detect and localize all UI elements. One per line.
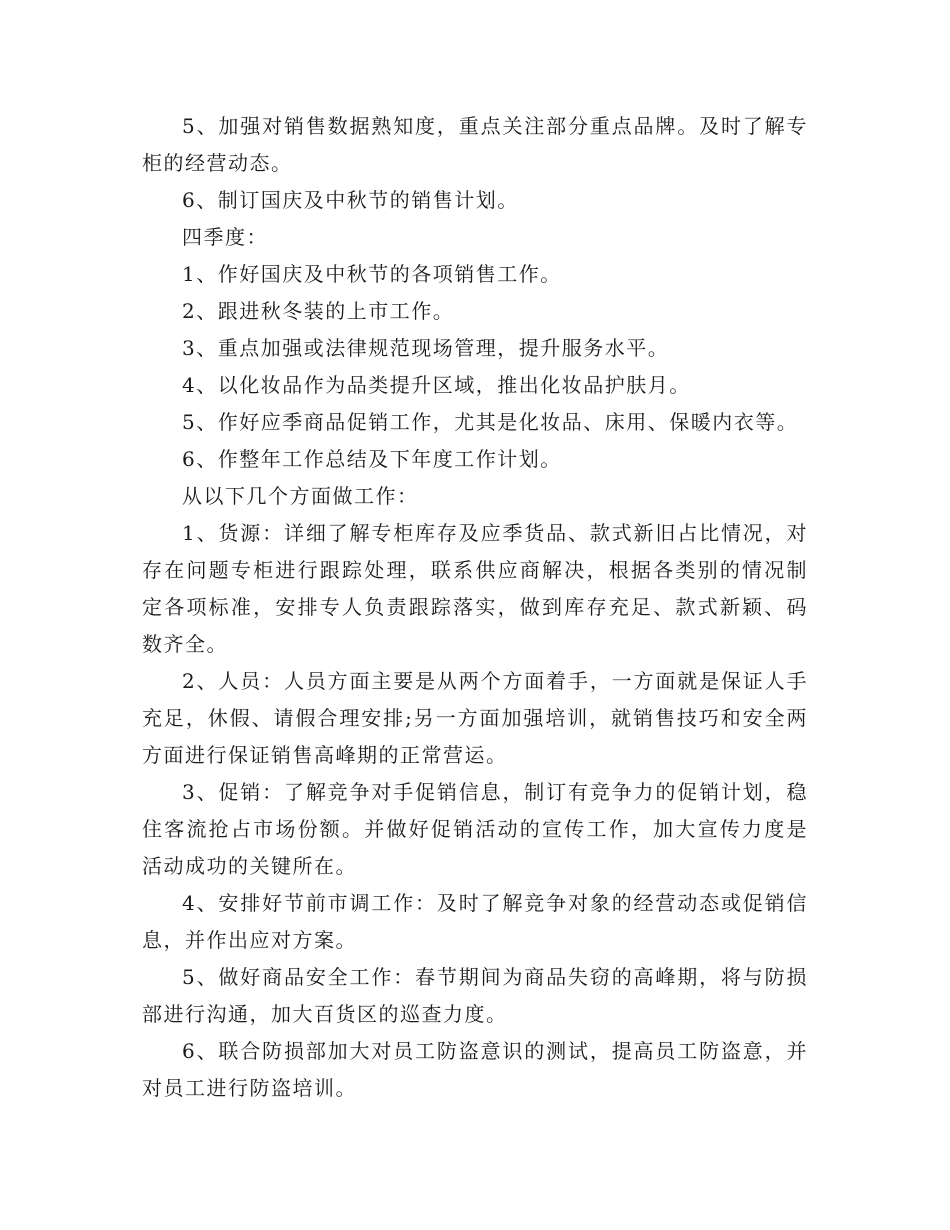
paragraph-personnel: 2、人员：人员方面主要是从两个方面着手，一方面就是保证人手充足，休假、请假合理安排;另一方面加强培训，就销售技巧和安全两方面进行保证销售高峰期的正常营运。 — [142, 669, 808, 767]
paragraph-goods-security: 5、做好商品安全工作：春节期间为商品失窃的高峰期，将与防损部进行沟通，加大百货区的巡查力度。 — [142, 965, 808, 1026]
paragraph-q4-item-3: 3、重点加强或法律规范现场管理，提升服务水平。 — [182, 336, 670, 360]
paragraph-promotion: 3、促销：了解竞争对手促销信息，制订有竞争力的促销计划，稳住客流抢占市场份额。并做好促销活动的宣传工作，加大宣传力度是活动成功的关键所在。 — [142, 780, 808, 878]
paragraph-q4-item-6: 6、作整年工作总结及下年度工作计划。 — [182, 447, 562, 471]
paragraph-market-survey: 4、安排好节前市调工作：及时了解竞争对象的经营动态或促销信息，并作出应对方案。 — [142, 891, 808, 952]
section-heading-q4: 四季度： — [182, 225, 268, 249]
paragraph-holiday-sales-plan: 6、制订国庆及中秋节的销售计划。 — [182, 188, 519, 212]
paragraph-sales-data-familiarity: 5、加强对销售数据熟知度，重点关注部分重点品牌。及时了解专柜的经营动态。 — [142, 114, 808, 175]
paragraph-theft-prevention-training: 6、联合防损部加大对员工防盗意识的测试，提高员工防盗意，并对员工进行防盗培训。 — [142, 1039, 808, 1100]
section-heading-work-aspects: 从以下几个方面做工作： — [182, 484, 419, 508]
paragraph-q4-item-5: 5、作好应季商品促销工作，尤其是化妆品、床用、保暖内衣等。 — [182, 410, 799, 434]
paragraph-goods-supply: 1、货源：详细了解专柜库存及应季货品、款式新旧占比情况，对存在问题专柜进行跟踪处理，联系供应商解决，根据各类别的情况制定各项标准，安排专人负责跟踪落实，做到库存充足、款式新颖、码数齐全。 — [142, 521, 808, 656]
paragraph-q4-item-1: 1、作好国庆及中秋节的各项销售工作。 — [182, 262, 562, 286]
document-body — [142, 108, 808, 1107]
paragraph-q4-item-4: 4、以化妆品作为品类提升区域，推出化妆品护肤月。 — [182, 373, 691, 397]
paragraph-q4-item-2: 2、跟进秋冬装的上市工作。 — [182, 299, 455, 323]
